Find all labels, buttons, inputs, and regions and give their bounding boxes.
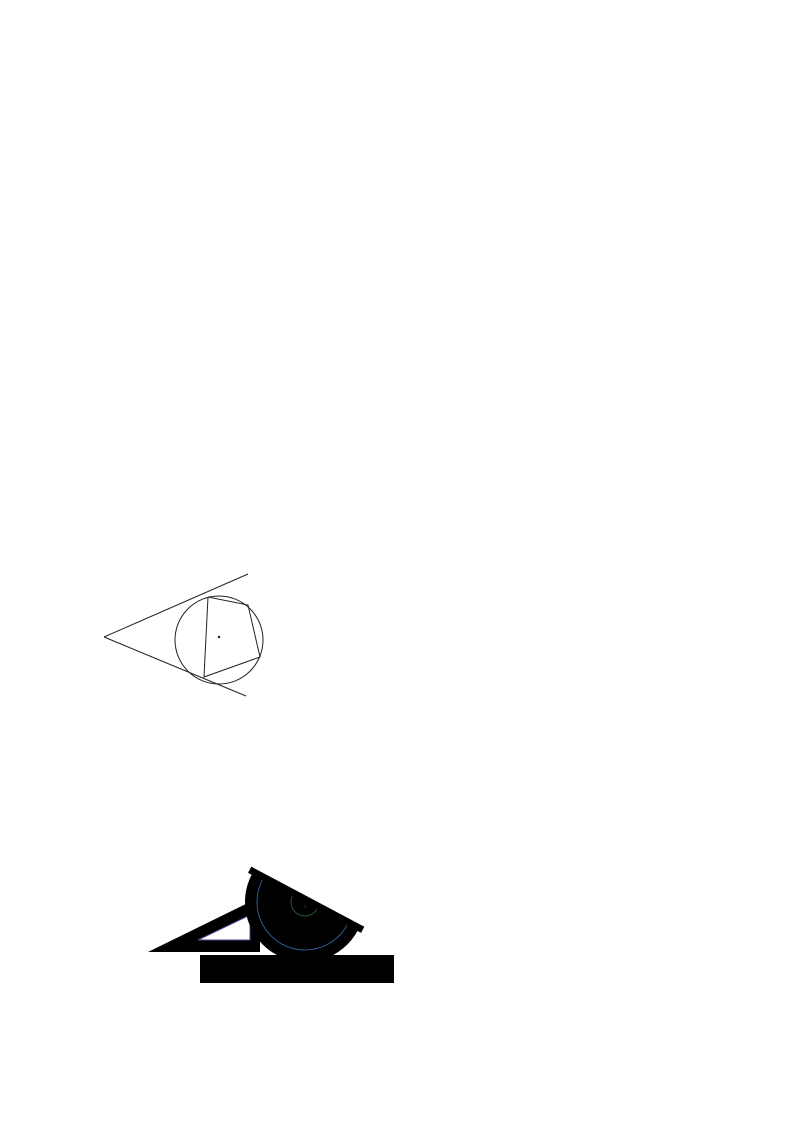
question-1-figure (92, 560, 292, 720)
tangent-line-pm (104, 574, 248, 637)
quadrilateral-bacd (204, 597, 260, 677)
circle-o (175, 596, 263, 684)
ruler (200, 955, 394, 983)
question-2-figure (140, 852, 402, 988)
